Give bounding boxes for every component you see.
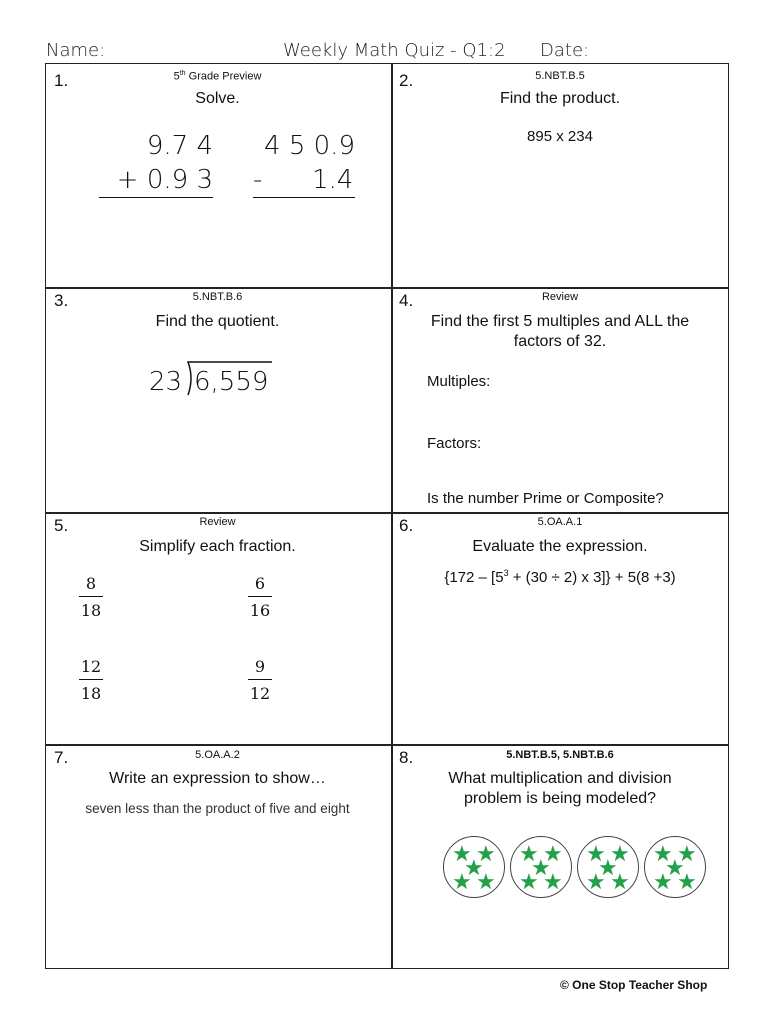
question-7 (45, 744, 390, 969)
divisor: 23 (149, 367, 183, 397)
question-number: 5. (54, 516, 69, 535)
star-icon: ★ (452, 841, 472, 866)
question-title-line1: Find the first 5 multiples and ALL the (430, 313, 690, 330)
star-icon: ★ (476, 841, 496, 866)
question-title: Write an expression to show… (109, 770, 326, 787)
problem-text: 895 x 234 (527, 128, 593, 145)
star-icon: ★ (677, 841, 697, 866)
star-icon: ★ (543, 841, 563, 866)
question-number: 7. (54, 748, 69, 767)
question-title: Simplify each fraction. (139, 538, 296, 555)
question-3 (45, 287, 390, 512)
star-icon: ★ (586, 841, 606, 866)
group-circle (510, 836, 572, 898)
question-title: Solve. (195, 90, 240, 107)
name-label: Name: (46, 40, 106, 61)
standard-label: 5.NBT.B.6 (192, 291, 243, 303)
problem-a-bottom: + 0.9 3 (99, 165, 213, 198)
question-6 (391, 512, 729, 744)
star-icon: ★ (610, 841, 630, 866)
star-icon: ★ (476, 869, 496, 894)
group-circle (644, 836, 706, 898)
star-icon: ★ (543, 869, 563, 894)
fraction-1: 8 18 (80, 574, 102, 620)
date-label: Date: (540, 40, 590, 61)
question-4 (391, 287, 729, 512)
prime-composite-question: Is the number Prime or Composite? (427, 490, 664, 507)
star-icon: ★ (519, 841, 539, 866)
fraction-2: 6 16 (249, 574, 271, 620)
question-title-line2: problem is being modeled? (463, 790, 657, 807)
multiples-label: Multiples: (427, 373, 491, 390)
problem-b-top: 4 5 0.9 (264, 131, 355, 161)
star-icon: ★ (653, 841, 673, 866)
copyright-footer: © One Stop Teacher Shop (560, 978, 708, 992)
question-number: 6. (399, 516, 414, 535)
question-number: 2. (399, 71, 414, 90)
star-icon: ★ (653, 869, 673, 894)
question-number: 8. (399, 748, 414, 767)
question-number: 4. (399, 291, 414, 310)
star-icon: ★ (610, 869, 630, 894)
question-title-line2: factors of 32. (513, 333, 607, 350)
group-circle (443, 836, 505, 898)
star-icon: ★ (677, 869, 697, 894)
star-icon: ★ (452, 869, 472, 894)
group-circle (577, 836, 639, 898)
standard-label: Review (541, 291, 579, 303)
dividend: 6,559 (194, 367, 269, 397)
star-icon: ★ (531, 855, 551, 880)
page-title: Weekly Math Quiz - Q1:2 (283, 40, 506, 61)
question-title: Evaluate the expression. (472, 538, 648, 555)
standard-label: 5th Grade Preview (173, 70, 262, 83)
fraction-4: 9 12 (249, 657, 271, 703)
question-number: 1. (54, 71, 69, 90)
standard-label: 5.OA.A.2 (195, 749, 240, 761)
standard-label: Review (199, 516, 236, 528)
problem-b-bottom: - 1.4 (253, 165, 355, 198)
question-5 (45, 512, 390, 744)
question-1 (45, 63, 390, 287)
expression: {$172 - [5^3 + (30 \div 2)$ x 3]} + 5(8 +3) (444, 568, 676, 586)
standard-label: 5.NBT.B.5, 5.NBT.B.6 (506, 749, 614, 761)
question-title: Find the product. (499, 90, 621, 107)
star-icon: ★ (464, 855, 484, 880)
factors-label: Factors: (427, 435, 482, 452)
question-2 (391, 63, 729, 287)
fraction-3: 12 18 (80, 657, 102, 703)
standard-label: 5.NBT.B.5 (535, 70, 585, 82)
star-icon: ★ (519, 869, 539, 894)
question-title-line1: What multiplication and division (448, 770, 672, 787)
star-icon: ★ (598, 855, 618, 880)
prompt-text: seven less than the product of five and eight (85, 801, 350, 816)
problem-a-top: 9.7 4 (146, 131, 213, 161)
standard-label: 5.OA.A.1 (537, 516, 583, 528)
question-title: Find the quotient. (155, 313, 280, 330)
question-8 (391, 744, 729, 969)
question-number: 3. (54, 291, 69, 310)
star-icon: ★ (665, 855, 685, 880)
star-icon: ★ (586, 869, 606, 894)
